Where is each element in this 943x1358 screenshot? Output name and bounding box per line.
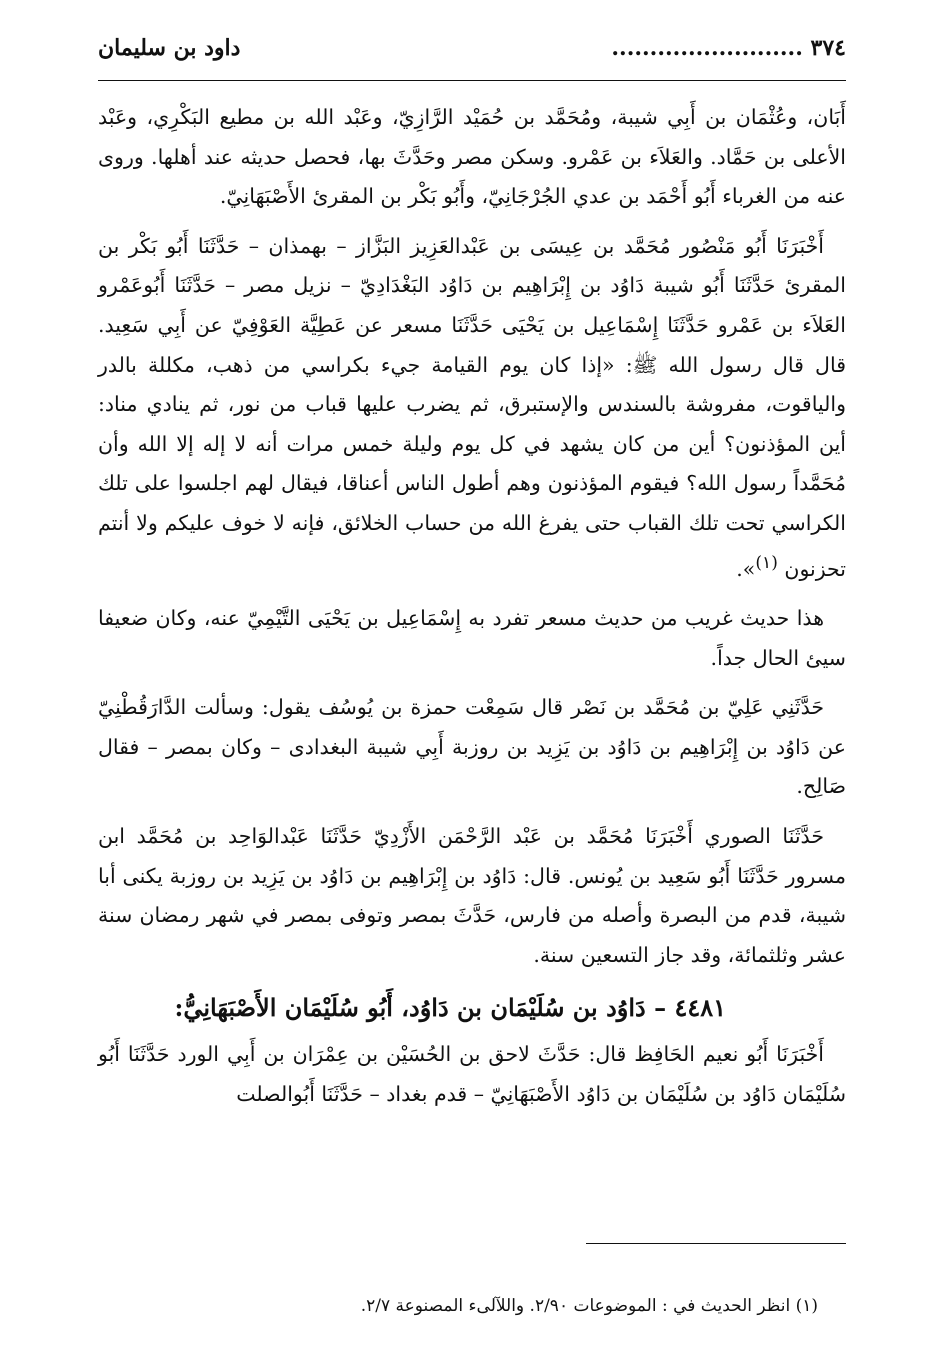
running-head-title: داود بن سليمان [98,35,241,61]
paragraph-comment: هذا حديث غريب من حديث مسعر تفرد به إِسْمَاعِيل بن يَحْيَى التَّيْمِيّ عنه، وكان ضعيفا سيئ الحال جداً. [98,605,846,670]
paragraph-intro: أَبَان، وعُثْمَان بن أَبِي شيبة، ومُحَمَّد بن حُمَيْد الرَّازِيّ، وعَبْد الله بن مطيع البَكْرِي، وعَبْد الأعلى بن حَمَّاد. والعَلاَء بن عَمْرو. وسكن مصر وحَدَّثَ بها، فحصل حديثه عند أهلها. وروى عنه من الغرباء أَبُو أَحْمَد بن عدي الجُرْجَانِيّ، وأَبُو بَكْر بن المقرئ الأَصْبَهَانِيّ. [98,105,846,209]
body-text [98,98,846,1114]
footnote-marker: (١) [755,552,778,573]
running-head-right [611,28,846,68]
paragraph-daraqutni: حَدَّثَنِي عَلِيّ بن مُحَمَّد بن نَصْر قال سَمِعْت حمزة بن يُوسُف يقول: وسألت الدَّارَقُطْنِيّ عن دَاوُد بن إِبْرَاهِيم بن دَاوُد بن يَزِيد بن روزبة أَبِي شيبة البغدادى – وكان بمصر – فقال صَالِح. [98,695,846,799]
running-head [98,28,846,68]
closing-quote: ». [736,556,756,581]
paragraph-hadith [98,227,846,589]
entry-heading: ٤٤٨١ – دَاوُد بن سُلَيْمَان بن دَاوُد، أَبُو سُلَيْمَان الأَصْبَهَانِيُّ: [174,993,726,1023]
book-page [98,28,846,1316]
footnote: (١) انظر الحديث في : الموضوعات ٢/٩٠. واللآلىء المصنوعة ٢/٧. [360,1296,818,1316]
hadith-text: أَخْبَرَنَا أَبُو مَنْصُور مُحَمَّد بن عِيسَى بن عَبْدالعَزِيز البَزَّاز – بهمذان – حَدَّثَنَا أَبُو بَكْر بن المقرئ حَدَّثَنَا أَبُو شيبة دَاوُد بن إِبْرَاهِيم بن دَاوُد البَغْدَادِيّ – نزيل مصر – حَدَّثَنَا أَبُوعَمْرو العَلاَء بن عَمْرو حَدَّثَنَا إِسْمَاعِيل بن يَحْيَى حَدَّثَنَا مسعر عن عَطِيَّة العَوْفِيّ عن أَبِي سَعِيد. قال قال رسول الله ﷺ: «إذا كان يوم القيامة جيء بكراسي من ذهب، مكللة بالدر والياقوت، مفروشة بالسندس والإستبرق، ثم يضرب عليها قباب من نور، ثم ينادي مناد: أين المؤذنون؟ أين من كان يشهد في كل يوم وليلة خمس مرات أنه لا إله إلا الله وأن مُحَمَّداً رسول الله؟ فيقوم المؤذنون وهم أطول الناس أعناقا، فيقال لهم اجلسوا على تلك الكراسي تحت تلك القباب حتى يفرغ الله من حساب الخلائق، فإنه لا خوف عليكم ولا أنتم تحزنون [98,233,846,581]
footnote-rule [586,1243,846,1244]
header-dots: ......................... [611,35,803,61]
paragraph-ibn-yunus: حَدَّثَنَا الصوري أَخْبَرَنَا مُحَمَّد بن عَبْد الرَّحْمَن الأَزْدِيّ حَدَّثَنَا عَبْدالوَاحِد بن مُحَمَّد ابن مسرور حَدَّثَنَا أَبُو سَعِيد بن يُونس. قال: دَاوُد بن إِبْرَاهِيم بن دَاوُد بن يَزِيد بن روزبة يكنى أبا شيبة، قدم من البصرة وأصله من فارس، حَدَّثَ بمصر وتوفى بمصر في شهر رمضان سنة عشر وثلثمائة، وقد جاز التسعين سنة. [98,823,846,967]
paragraph-entry: أَخْبَرَنَا أَبُو نعيم الحَافِظ قال: حَدَّثَ لاحق بن الحُسَيْن بن عِمْرَان بن أَبِي الورد حَدَّثَنَا أَبُو سُلَيْمَان دَاوُد بن سُلَيْمَان بن دَاوُد الأَصْبَهَانِيّ – قدم بغداد – حَدَّثَنَا أَبُوالصلت [98,1042,846,1106]
page-number: ٣٧٤ [810,35,846,61]
header-rule [98,80,846,81]
